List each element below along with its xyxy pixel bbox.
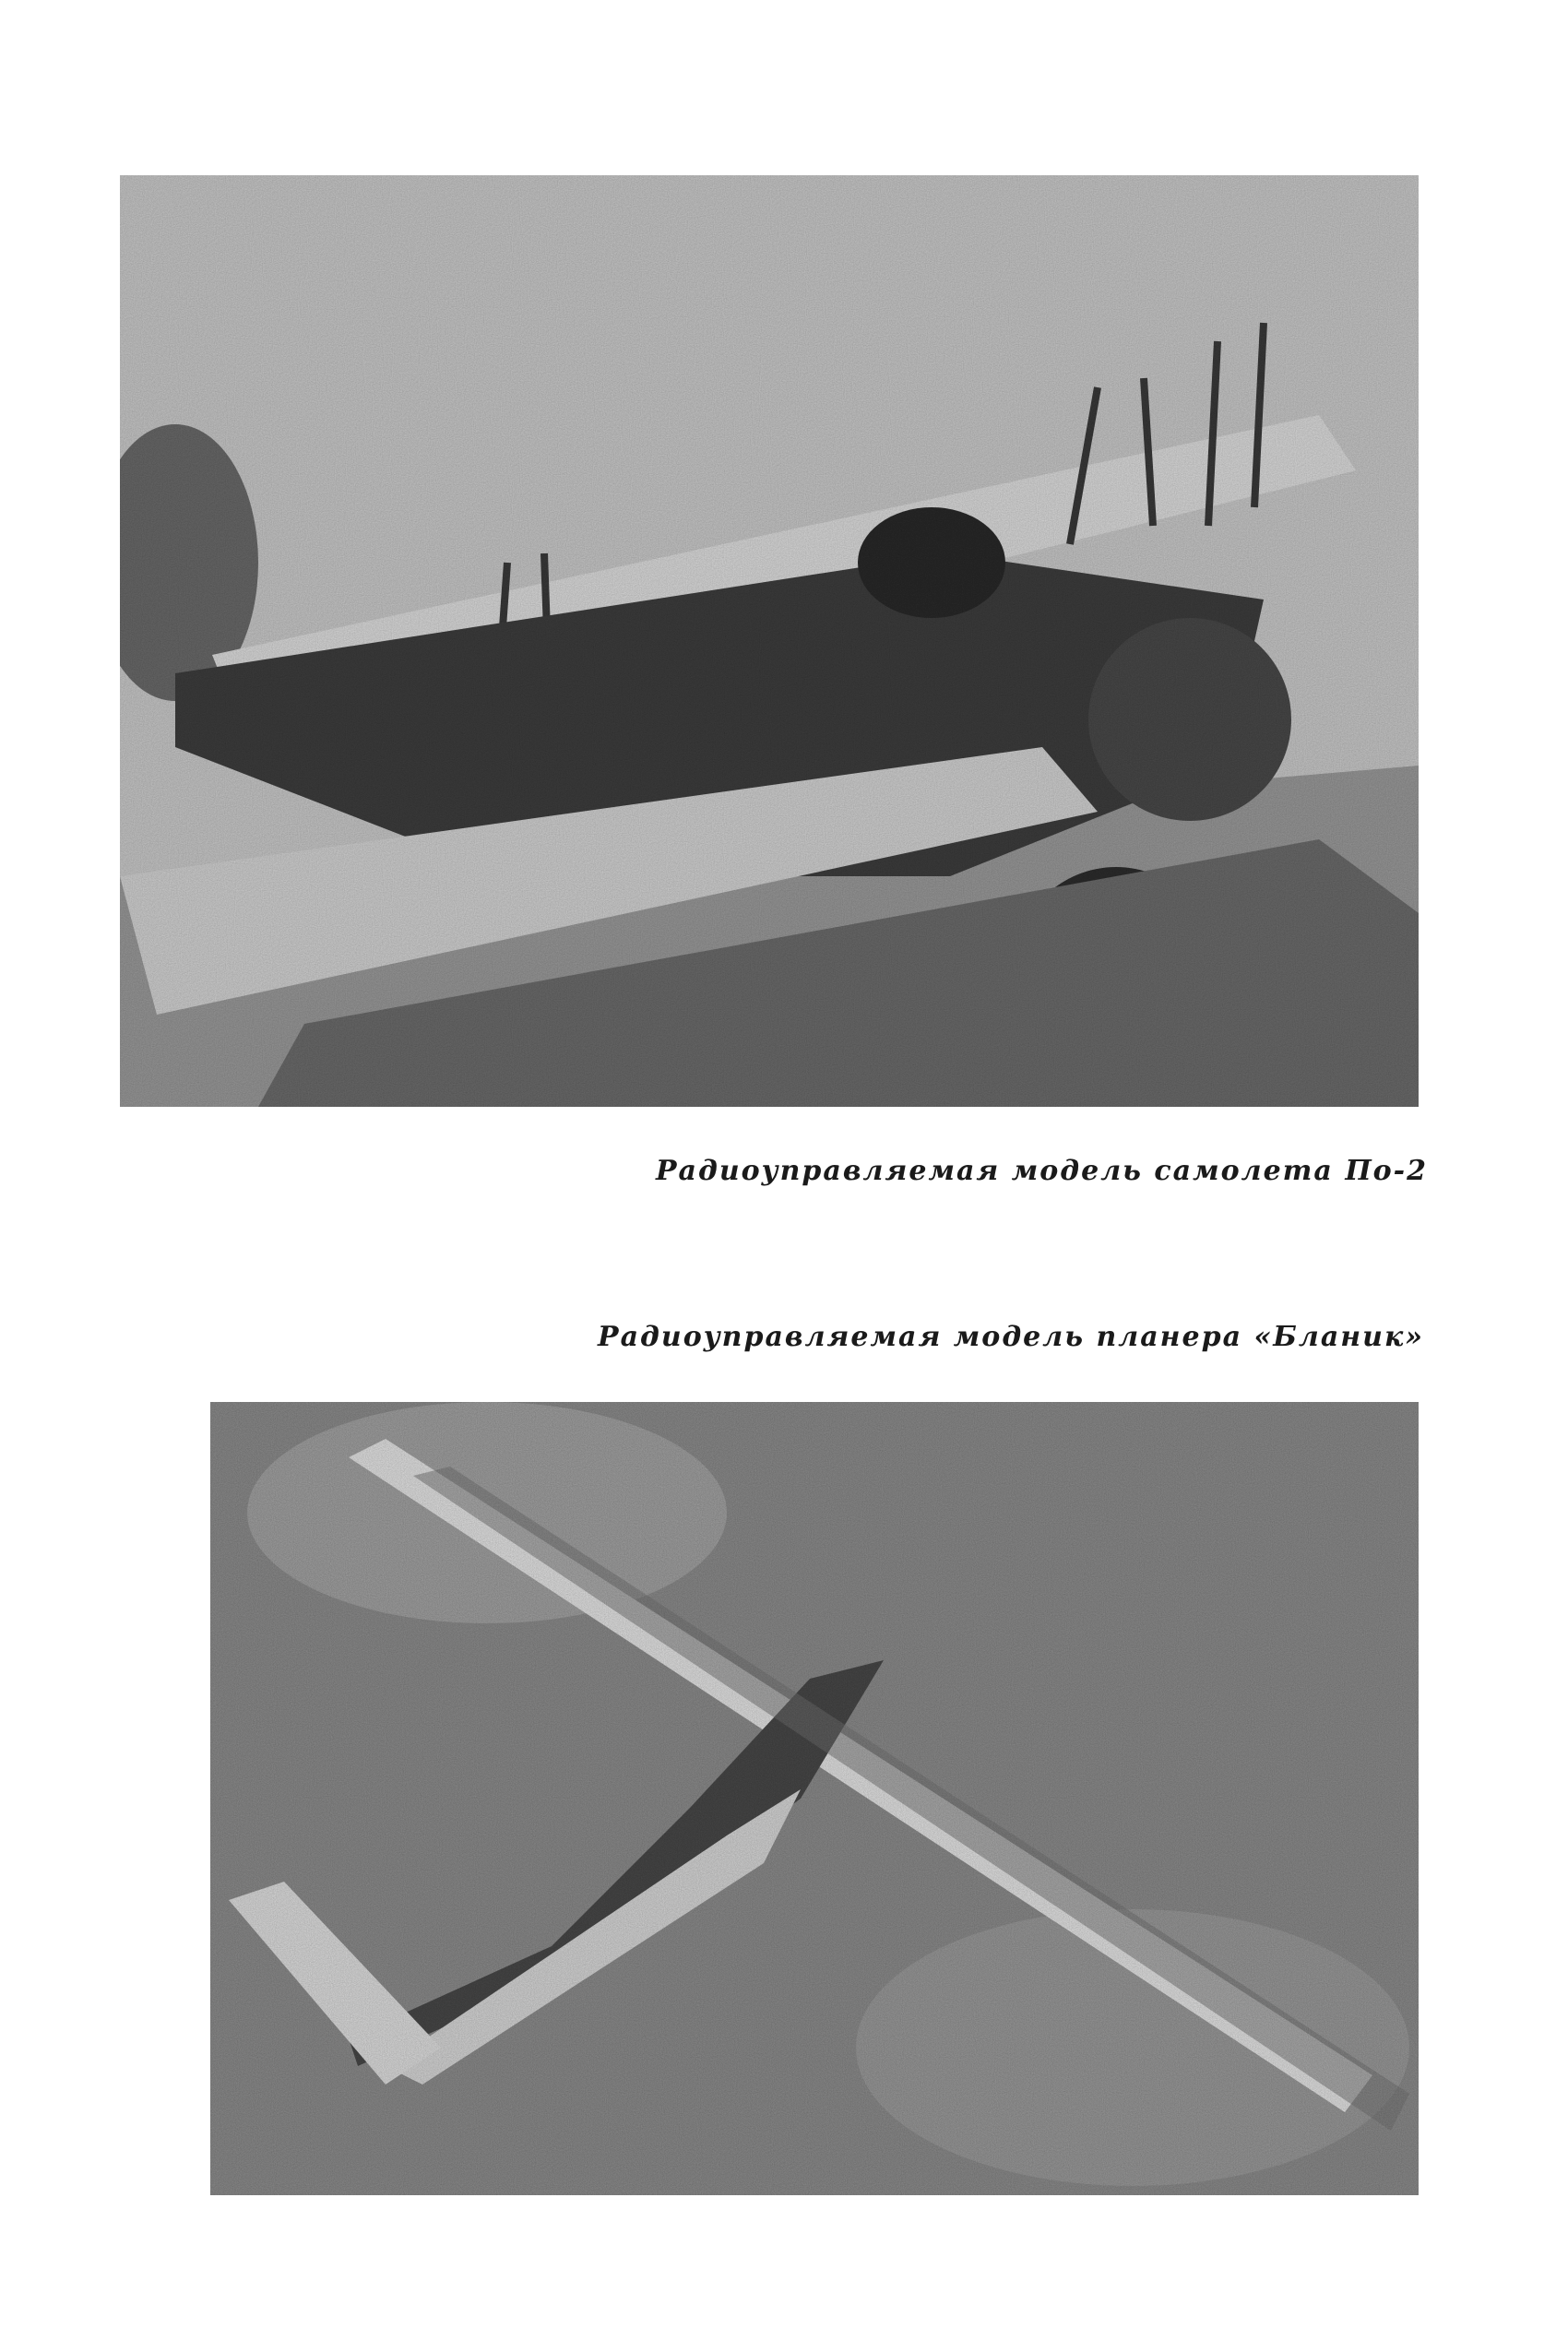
blanik-glider-photo (210, 1402, 1419, 2195)
po2-biplane-photo (120, 175, 1419, 1107)
figure-caption-po2: Радиоуправляемая модель самолета По-2 (655, 1155, 1428, 1187)
figure-caption-blanik: Радиоуправляемая модель планера «Бланик» (598, 1321, 1424, 1353)
